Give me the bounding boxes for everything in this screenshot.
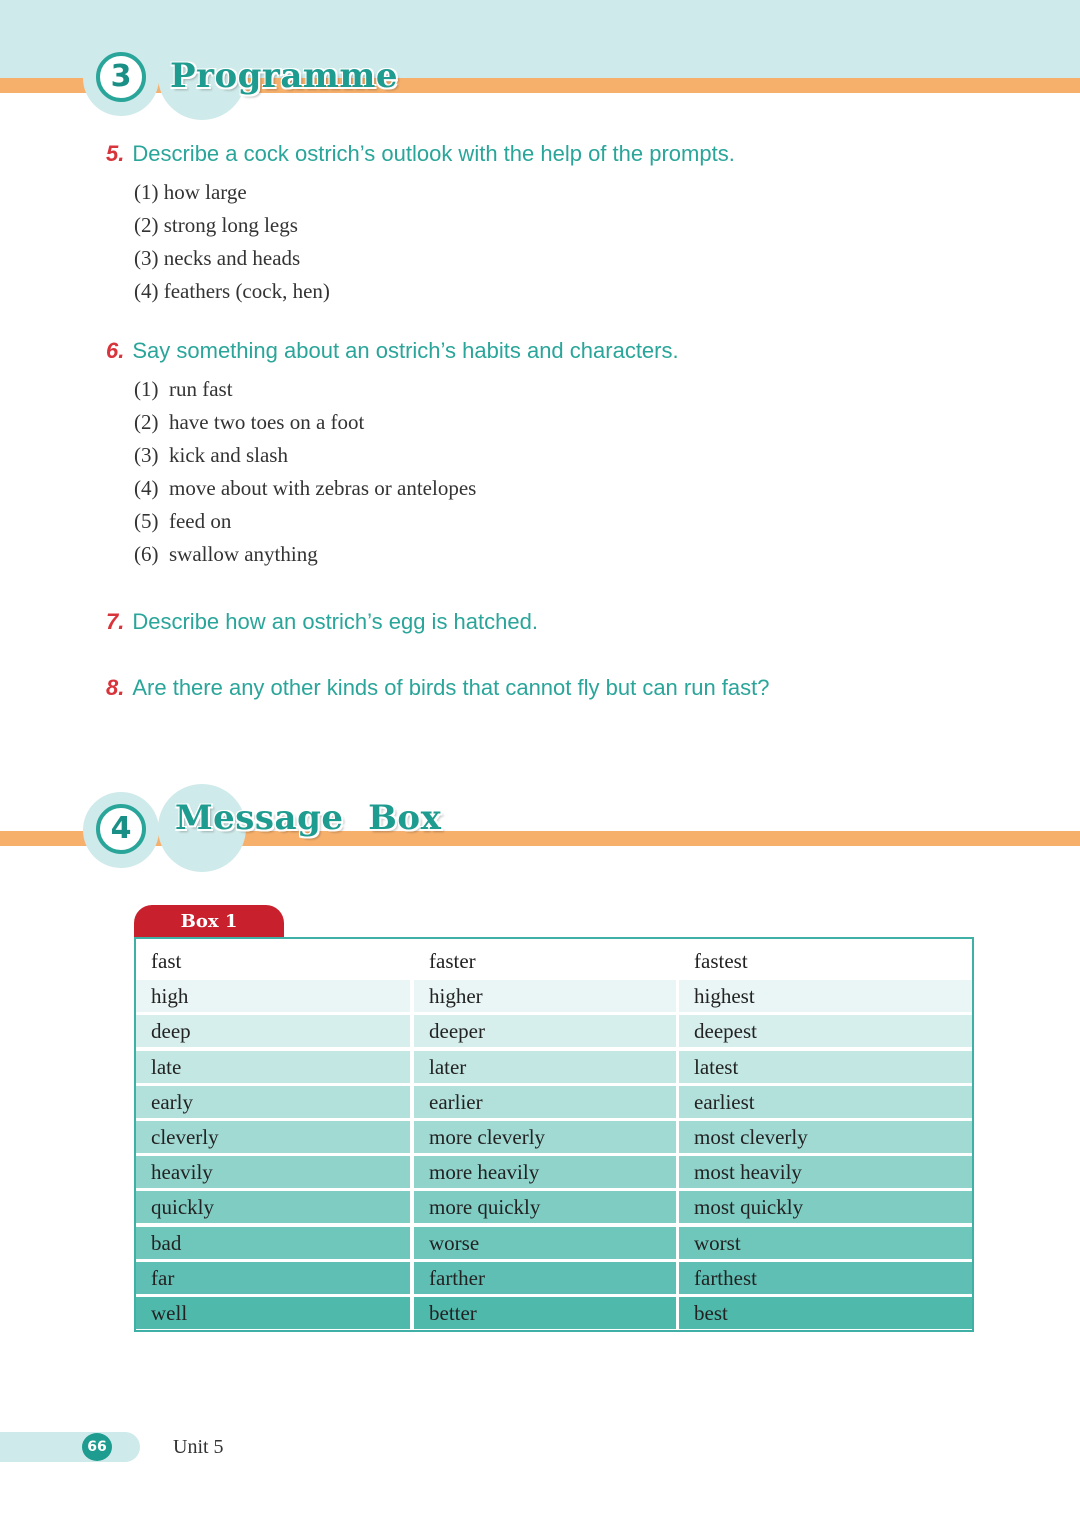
- table-cell-text: most heavily: [694, 1160, 802, 1185]
- table-cell: [414, 1051, 676, 1083]
- table-cell-text: worse: [429, 1230, 480, 1255]
- table-cell-text: far: [151, 1265, 175, 1290]
- q5-item: (2) strong long legs: [134, 213, 298, 237]
- table-cell: [679, 980, 972, 1012]
- question-5-text: Describe a cock ostrich’s outlook with the help of the prompts.: [132, 141, 735, 166]
- table-row: [136, 1156, 972, 1188]
- table-row: [136, 1051, 972, 1083]
- section-4-number: 4: [96, 804, 146, 854]
- q6-item: (3) kick and slash: [134, 443, 288, 467]
- table-cell: [414, 1297, 676, 1329]
- question-6-number: 6.: [106, 338, 125, 363]
- table-cell-text: cleverly: [151, 1125, 219, 1149]
- table-cell-text: fast: [151, 949, 182, 973]
- footer-band: [0, 1432, 140, 1462]
- q6-item: (6) swallow anything: [134, 542, 318, 566]
- table-cell-text: farthest: [694, 1265, 757, 1290]
- q6-item: (4) move about with zebras or antelopes: [134, 476, 477, 500]
- table-cell: [679, 1191, 972, 1223]
- page-number: 66: [82, 1433, 112, 1461]
- question-6-text: Say something about an ostrich’s habits and characters.: [132, 338, 679, 363]
- table-cell: [679, 1121, 972, 1153]
- q5-item: (3) necks and heads: [134, 246, 301, 270]
- table-cell: [136, 1191, 410, 1223]
- table-cell: [414, 1191, 676, 1223]
- table-cell: [679, 1227, 972, 1259]
- question-8-text: Are there any other kinds of birds that cannot fly but can run fast?: [132, 675, 770, 700]
- table-cell: [414, 945, 676, 977]
- table-cell: [679, 1015, 972, 1047]
- table-cell: [414, 1156, 676, 1188]
- table-cell: [679, 1051, 972, 1083]
- table-cell-text: worst: [694, 1230, 741, 1255]
- table-cell-text: faster: [429, 949, 476, 973]
- table-cell: [136, 980, 410, 1012]
- table-cell-text: latest: [694, 1054, 739, 1079]
- table-cell: [414, 1262, 676, 1294]
- table-cell: [136, 945, 410, 977]
- table-cell-text: later: [429, 1054, 467, 1079]
- table-cell-text: bad: [151, 1230, 182, 1255]
- table-cell-text: more heavily: [429, 1160, 540, 1185]
- question-5-number: 5.: [106, 141, 125, 166]
- box-1-tab: Box 1: [134, 905, 284, 940]
- table-cell-text: most cleverly: [694, 1125, 808, 1149]
- table-cell: [679, 1262, 972, 1294]
- table-cell: [136, 1051, 410, 1083]
- q6-item: (5) feed on: [134, 509, 232, 533]
- table-cell-text: heavily: [151, 1160, 213, 1185]
- comparison-table: [134, 937, 974, 1332]
- table-cell-text: quickly: [151, 1195, 214, 1220]
- table-cell: [679, 1086, 972, 1118]
- table-row: [136, 1086, 972, 1118]
- table-cell-text: most quickly: [694, 1195, 804, 1220]
- table-cell: [136, 1121, 410, 1153]
- unit-label: Unit 5: [173, 1436, 224, 1458]
- table-cell-text: best: [694, 1301, 728, 1325]
- table-cell: [136, 1227, 410, 1259]
- table-row: [136, 1227, 972, 1259]
- table-cell: [414, 980, 676, 1012]
- table-cell: [679, 1297, 972, 1329]
- question-6: [106, 338, 679, 364]
- question-5: [106, 141, 735, 167]
- table-cell: [136, 1297, 410, 1329]
- table-cell: [414, 1086, 676, 1118]
- table-cell: [679, 945, 972, 977]
- table-cell-text: deep: [151, 1019, 191, 1044]
- table-cell-text: late: [151, 1054, 182, 1079]
- table-row: [136, 1121, 972, 1153]
- table-cell-text: earlier: [429, 1089, 483, 1114]
- table-cell: [136, 1156, 410, 1188]
- table-cell-text: higher: [429, 984, 483, 1009]
- section-4-title: Message Box: [175, 798, 442, 838]
- section-3-title: Programme: [170, 56, 398, 96]
- table-row: [136, 945, 972, 977]
- table-cell: [414, 1015, 676, 1047]
- table-cell-text: deeper: [429, 1019, 485, 1044]
- table-cell-text: deepest: [694, 1019, 757, 1044]
- table-cell-text: better: [429, 1301, 477, 1325]
- table-cell: [136, 1015, 410, 1047]
- table-cell-text: more cleverly: [429, 1125, 546, 1149]
- table-row: [136, 980, 972, 1012]
- q6-item: (2) have two toes on a foot: [134, 410, 365, 434]
- question-7-number: 7.: [106, 609, 125, 634]
- table-cell: [136, 1086, 410, 1118]
- table-cell-text: earliest: [694, 1089, 755, 1114]
- q5-item: (1) how large: [134, 180, 247, 204]
- question-7: [106, 609, 538, 635]
- table-cell-text: high: [151, 984, 189, 1009]
- section-3-number: 3: [96, 52, 146, 102]
- table-cell: [679, 1156, 972, 1188]
- table-cell: [414, 1227, 676, 1259]
- table-cell: [414, 1121, 676, 1153]
- table-cell-text: fastest: [694, 949, 748, 973]
- table-cell-text: well: [151, 1301, 188, 1325]
- q5-item: (4) feathers (cock, hen): [134, 279, 330, 303]
- question-8: [106, 675, 770, 701]
- table-cell-text: highest: [694, 984, 755, 1009]
- table-row: [136, 1191, 972, 1223]
- question-7-text: Describe how an ostrich’s egg is hatched.: [132, 609, 538, 634]
- table-cell: [136, 1262, 410, 1294]
- table-cell-text: farther: [429, 1265, 485, 1290]
- table-cell-text: early: [151, 1089, 193, 1114]
- table-cell-text: more quickly: [429, 1195, 541, 1220]
- q6-item: (1) run fast: [134, 377, 233, 401]
- table-row: [136, 1297, 972, 1329]
- table-row: [136, 1262, 972, 1294]
- question-8-number: 8.: [106, 675, 125, 700]
- table-row: [136, 1015, 972, 1047]
